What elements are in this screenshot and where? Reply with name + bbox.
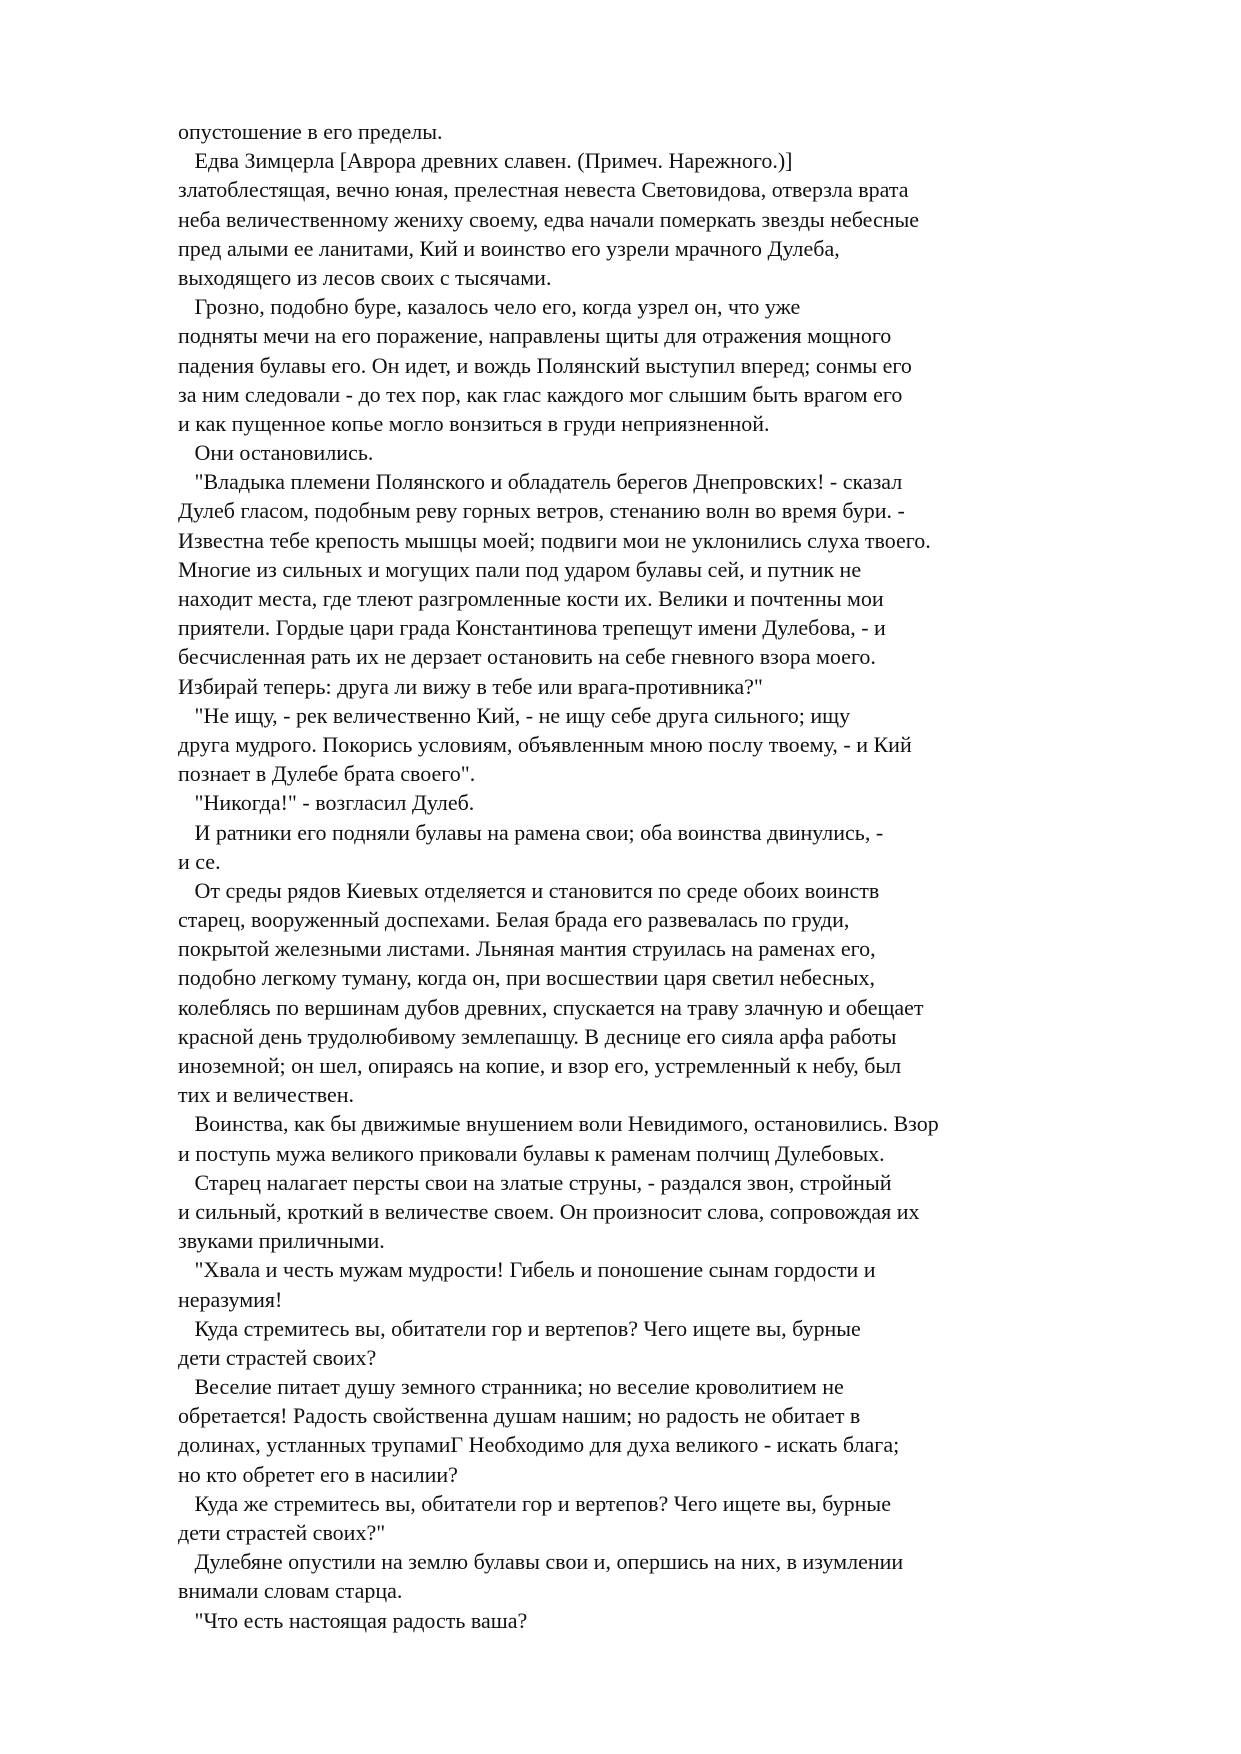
- text-line: Избирай теперь: друга ли вижу в тебе или врага-противника?": [178, 673, 763, 699]
- text-line: выходящего из лесов своих с тысячами.: [178, 264, 552, 290]
- text-line: звуками приличными.: [178, 1228, 385, 1254]
- text-line: покрытой железными листами. Льняная мантия струилась на раменах его,: [178, 936, 876, 962]
- text-line: От среды рядов Киевых отделяется и становится по среде обоих воинств: [178, 877, 880, 903]
- text-line: но кто обретет его в насилии?: [178, 1461, 458, 1487]
- text-line: находит места, где тлеют разгромленные кости их. Велики и почтенны мои: [178, 586, 884, 611]
- text-line: Известна тебе крепость мышцы моей; подвиги мои не уклонились слуха твоего.: [178, 527, 931, 553]
- text-line: приятели. Гордые цари града Константинова трепещут имени Дулебова, - и: [178, 615, 886, 641]
- text-line: подобно легкому туману, когда он, при восшествии царя светил небесных,: [178, 965, 876, 991]
- text-line: "Не ищу, - рек величественно Кий, - не ищу себе друга сильного; ищу: [178, 702, 851, 728]
- text-line: подняты мечи на его поражение, направлены щиты для отражения мощного: [178, 323, 892, 349]
- text-line: падения булавы его. Он идет, и вождь Полянский выступил вперед; сонмы его: [178, 352, 912, 378]
- text-line: опустошение в его пределы.: [178, 119, 443, 144]
- text-line: дети страстей своих?": [178, 1520, 386, 1545]
- text-line: неразумия!: [178, 1286, 283, 1312]
- text-line: "Хвала и честь мужам мудрости! Гибель и поношение сынам гордости и: [178, 1257, 876, 1283]
- text-line: и как пущенное копье могло вонзиться в груди неприязненной.: [178, 410, 770, 436]
- text-line: друга мудрого. Покорись условиям, объявленным мною послу твоему, - и Кий: [178, 731, 912, 757]
- text-line: златоблестящая, вечно юная, прелестная невеста Световидова, отверзла врата: [178, 177, 909, 203]
- text-line: старец, вооруженный доспехами. Белая брада его развевалась по груди,: [178, 907, 850, 933]
- text-line: Они остановились.: [178, 440, 374, 466]
- text-line: колеблясь по вершинам дубов древних, спускается на траву злачную и обещает: [178, 994, 924, 1020]
- text-line: пред алыми ее ланитами, Кий и воинство его узрели мрачного Дулеба,: [178, 235, 840, 261]
- text-line: Веселие питает душу земного странника; но веселие кроволитием не: [178, 1374, 844, 1400]
- text-line: тих и величествен.: [178, 1082, 354, 1108]
- text-line: Куда стремитесь вы, обитатели гор и вертепов? Чего ищете вы, бурные: [178, 1315, 861, 1341]
- text-line: и сильный, кроткий в величестве своем. Он произносит слова, сопровождая их: [178, 1198, 920, 1224]
- text-line: познает в Дулебе брата своего".: [178, 761, 476, 787]
- text-line: долинах, устланных трупамиГ Необходимо для духа великого - искать блага;: [178, 1432, 900, 1458]
- text-line: Старец налагает персты свои на златые струны, - раздался звон, стройный: [178, 1169, 892, 1195]
- text-line: "Никогда!" - возгласил Дулеб.: [178, 790, 475, 816]
- document-page: [178, 117, 1188, 1635]
- text-line: и се.: [178, 848, 221, 874]
- text-line: обретается! Радость свойственна душам нашим; но радость не обитает в: [178, 1403, 861, 1429]
- text-line: неба величественному жениху своему, едва начали померкать звезды небесные: [178, 206, 920, 232]
- text-line: иноземной; он шел, опираясь на копие, и взор его, устремленный к небу, был: [178, 1053, 902, 1078]
- text-line: красной день трудолюбивому землепашцу. В деснице его сияла арфа работы: [178, 1023, 897, 1049]
- text-line: внимали словам старца.: [178, 1578, 403, 1604]
- text-line: Многие из сильных и могущих пали под ударом булавы сей, и путник не: [178, 556, 862, 582]
- text-line: Куда же стремитесь вы, обитатели гор и вертепов? Чего ищете вы, бурные: [178, 1490, 891, 1516]
- text-line: "Что есть настоящая радость ваша?: [178, 1607, 528, 1633]
- text-line: "Владыка племени Полянского и обладатель берегов Днепровских! - сказал: [178, 469, 903, 495]
- text-line: дети страстей своих?: [178, 1344, 377, 1370]
- text-line: за ним следовали - до тех пор, как глас каждого мог слышим быть врагом его: [178, 381, 903, 407]
- text-line: и поступь мужа великого приковали булавы к раменам полчищ Дулебовых.: [178, 1140, 885, 1166]
- text-line: бесчисленная рать их не дерзает остановить на себе гневного взора моего.: [178, 644, 876, 670]
- text-line: Дулебяне опустили на землю булавы свои и, опершись на них, в изумлении: [178, 1549, 904, 1575]
- text-line: Дулеб гласом, подобным реву горных ветров, стенанию волн во время бури. -: [178, 498, 905, 524]
- text-line: Едва Зимцерла [Аврора древних славен. (Примеч. Нарежного.)]: [178, 148, 793, 174]
- text-line: Воинства, как бы движимые внушением воли Невидимого, остановились. Взор: [178, 1111, 939, 1137]
- text-line: Грозно, подобно буре, казалось чело его, когда узрел он, что уже: [178, 294, 801, 320]
- text-line: И ратники его подняли булавы на рамена свои; оба воинства двинулись, -: [178, 819, 884, 845]
